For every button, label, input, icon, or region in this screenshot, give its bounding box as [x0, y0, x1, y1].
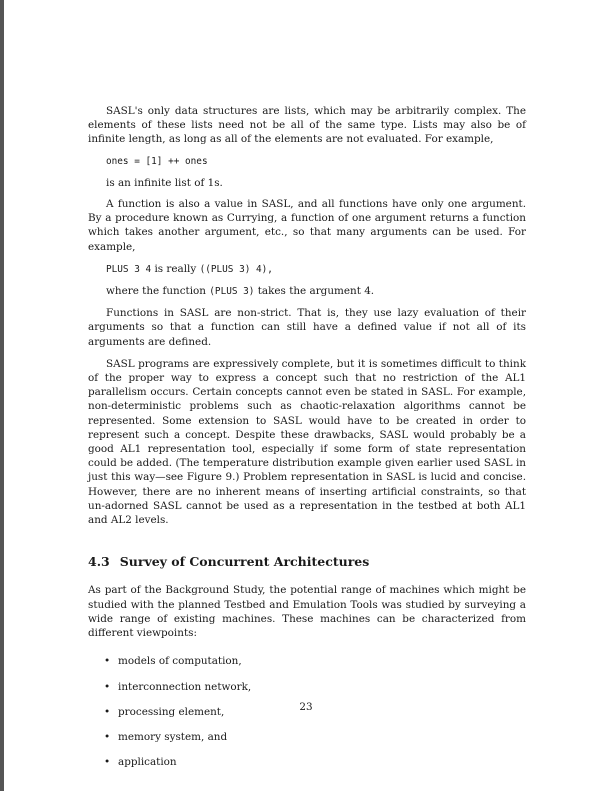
code-example-ones: ones = [1] ++ ones: [106, 155, 208, 167]
bullet-icon: •: [104, 705, 111, 718]
bullet-icon: •: [104, 756, 111, 769]
bullet-icon: •: [104, 730, 111, 743]
paragraph-plus-argument: [106, 284, 526, 299]
plus-argument-text-c: takes the argument 4.: [254, 285, 375, 298]
list-item-text: interconnection network,: [118, 680, 252, 693]
paragraph-expressiveness: SASL programs are expressively complete, but it is sometimes difficult to think of the proper way to express a concept such that no restriction of the AL1 parallelism occurs. Certain concepts cannot even be stated in SASL. For example, non-deterministic problems such as chaotic-relaxation algorithms cannot be represented. Some extension to SASL would have to be created in order to represent such a concept. Despite these drawbacks, SASL would probably be a good AL1 representation tool, especially if some form of state representation could be added. (The temperature distribution example given earlier used SASL in just this way—see Figure 9.) Problem representation in SASL is lucid and concise. However, there are no inherent means of inserting artificial constraints, so that un-adorned SASL cannot be used as a representation in the testbed at both AL1 and AL2 levels.: [88, 357, 526, 527]
scan-edge: [0, 0, 4, 791]
list-item: [104, 755, 526, 769]
paragraph-non-strict: Functions in SASL are non-strict. That is, they use lazy evaluation of their arguments so that a function can still have a defined value if not all of its arguments are defined.: [88, 307, 526, 348]
list-item-text: processing element,: [118, 705, 225, 718]
list-item-text: models of computation,: [118, 655, 242, 668]
section-number: 4.3: [88, 554, 110, 570]
bullet-icon: •: [104, 680, 111, 693]
paragraph-sasl-lists: SASL's only data structures are lists, which may be arbitrarily complex. The elements of these lists need not be all of the same type. Lists may also be of infinite length, as long as all of the elements are not evaluated. For example,: [88, 105, 526, 146]
section-heading: [88, 555, 526, 569]
list-item-text: application: [118, 756, 177, 769]
code-example-plus: [106, 262, 526, 277]
section-title: Survey of Concurrent Architectures: [119, 554, 370, 570]
list-item-text: memory system, and: [118, 730, 228, 743]
bullet-icon: •: [104, 655, 111, 668]
section-intro: As part of the Background Study, the potential range of machines which might be studied with the planned Testbed and Emulation Tools was studied by surveying a wide range of existing machines. These machines can be characterized from different viewpoints:: [88, 584, 526, 640]
document-body: [88, 104, 526, 780]
list-item: [104, 730, 526, 744]
paragraph-currying: A function is also a value in SASL, and all functions have only one argument. By a procedure known as Currying, a function of one argument returns a function which takes another argument, etc., so that many arguments can be used. For example,: [88, 198, 526, 253]
paragraph-infinite-list: is an infinite list of 1s.: [106, 176, 223, 189]
plus-argument-text-a: where the function: [106, 285, 210, 298]
code-plus-curried: ((PLUS 3) 4),: [199, 263, 273, 275]
page-number: 23: [299, 701, 313, 713]
plus-argument-code: (PLUS 3): [209, 286, 255, 298]
list-item: [104, 654, 526, 668]
code-plus-connector: is really: [151, 262, 200, 275]
list-item: [104, 680, 526, 694]
code-plus-expression: PLUS 3 4: [106, 263, 152, 275]
